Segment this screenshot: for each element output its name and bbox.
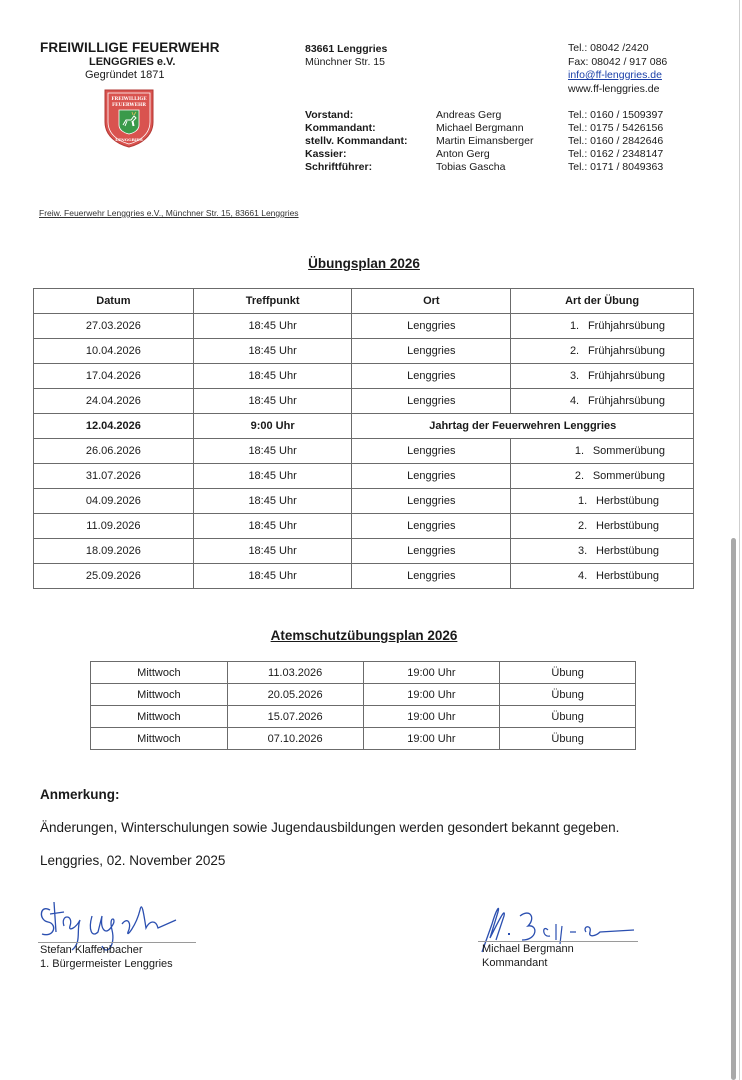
org-name: FREIWILLIGE FEUERWEHR bbox=[40, 40, 220, 55]
board-name: Michael Bergmann bbox=[436, 122, 524, 134]
cell-day: Mittwoch bbox=[91, 662, 228, 684]
board-tel: Tel.: 0160 / 1509397 bbox=[568, 109, 664, 121]
svg-text:FREIWILLIGE: FREIWILLIGE bbox=[111, 97, 147, 102]
table-row bbox=[34, 489, 694, 514]
cell-place: Lenggries bbox=[352, 464, 511, 489]
vertical-scrollbar[interactable] bbox=[731, 538, 736, 1080]
table-row bbox=[91, 706, 636, 728]
svg-text:LENGGRIES: LENGGRIES bbox=[115, 137, 143, 142]
contact-tel: Tel.: 08042 /2420 bbox=[568, 42, 649, 54]
fire-brigade-crest-icon bbox=[103, 88, 155, 148]
cell-type-number: 1. bbox=[569, 320, 580, 332]
cell-date: 25.09.2026 bbox=[34, 564, 194, 589]
cell-date: 27.03.2026 bbox=[34, 314, 194, 339]
board-tel: Tel.: 0162 / 2348147 bbox=[568, 148, 664, 160]
board-row bbox=[305, 109, 663, 122]
cell-type bbox=[511, 364, 694, 389]
contact-block bbox=[568, 42, 667, 96]
column-header-type: Art der Übung bbox=[511, 289, 694, 314]
cell-date: 24.04.2026 bbox=[34, 389, 194, 414]
cell-type-number: 2. bbox=[574, 470, 585, 482]
cell-time: 18:45 Uhr bbox=[193, 489, 352, 514]
cell-time: 19:00 Uhr bbox=[363, 662, 500, 684]
cell-type-number: 3. bbox=[569, 370, 580, 382]
breathing-plan-table bbox=[90, 661, 636, 750]
cell-place: Lenggries bbox=[352, 489, 511, 514]
board-row bbox=[305, 135, 663, 148]
cell-day: Mittwoch bbox=[91, 728, 228, 750]
note-heading: Anmerkung: bbox=[40, 787, 120, 802]
cell-type-label: Herbstübung bbox=[596, 545, 659, 557]
cell-date: 11.09.2026 bbox=[34, 514, 194, 539]
table-row bbox=[34, 464, 694, 489]
cell-type-label: Herbstübung bbox=[596, 495, 659, 507]
cell-type-label: Sommerübung bbox=[592, 445, 665, 457]
signatory-commander bbox=[482, 942, 574, 970]
table-row bbox=[34, 514, 694, 539]
cell-type-number: 3. bbox=[578, 545, 588, 557]
board-tel: Tel.: 0175 / 5426156 bbox=[568, 122, 664, 134]
cell-place: Lenggries bbox=[352, 514, 511, 539]
table-row bbox=[91, 662, 636, 684]
cell-place: Lenggries bbox=[352, 539, 511, 564]
cell-type-label: Herbstübung bbox=[596, 520, 659, 532]
cell-type bbox=[511, 489, 694, 514]
cell-place: Lenggries bbox=[352, 439, 511, 464]
cell-date: 15.07.2026 bbox=[227, 706, 363, 728]
cell-time: 18:45 Uhr bbox=[193, 464, 352, 489]
note-text: Änderungen, Winterschulungen sowie Jugendausbildungen werden gesondert bekannt gegeben. bbox=[40, 820, 620, 835]
table-header-row bbox=[34, 289, 694, 314]
table-row bbox=[34, 439, 694, 464]
page-edge bbox=[739, 0, 740, 1080]
address-city: 83661 Lenggries bbox=[305, 43, 388, 55]
cell-type-number: 2. bbox=[578, 520, 588, 532]
cell-type bbox=[511, 564, 694, 589]
table-row bbox=[34, 339, 694, 364]
cell-type-number: 1. bbox=[574, 445, 585, 457]
cell-type bbox=[511, 514, 694, 539]
cell-place: Lenggries bbox=[352, 364, 511, 389]
table-row bbox=[91, 684, 636, 706]
cell-date: 12.04.2026 bbox=[34, 414, 194, 439]
cell-event: Jahrtag der Feuerwehren Lenggries bbox=[352, 414, 694, 439]
cell-type-number: 4. bbox=[569, 395, 580, 407]
cell-time: 18:45 Uhr bbox=[193, 514, 352, 539]
cell-place: Lenggries bbox=[352, 314, 511, 339]
cell-time: 19:00 Uhr bbox=[363, 684, 500, 706]
cell-type-label: Frühjahrsübung bbox=[587, 395, 665, 407]
board-list bbox=[305, 109, 663, 174]
cell-type-label: Frühjahrsübung bbox=[587, 345, 665, 357]
cell-date: 18.09.2026 bbox=[34, 539, 194, 564]
cell-time: 18:45 Uhr bbox=[193, 339, 352, 364]
column-header-date: Datum bbox=[34, 289, 194, 314]
board-role: stellv. Kommandant: bbox=[305, 135, 408, 147]
column-header-place: Ort bbox=[352, 289, 511, 314]
cell-type-label: Herbstübung bbox=[596, 570, 659, 582]
cell-date: 07.10.2026 bbox=[227, 728, 363, 750]
address-street: Münchner Str. 15 bbox=[305, 56, 385, 68]
contact-web: www.ff-lenggries.de bbox=[568, 82, 660, 95]
cell-date: 11.03.2026 bbox=[227, 662, 363, 684]
cell-date: 17.04.2026 bbox=[34, 364, 194, 389]
cell-type bbox=[511, 539, 694, 564]
board-name: Tobias Gascha bbox=[436, 161, 506, 173]
cell-time: 19:00 Uhr bbox=[363, 728, 500, 750]
signatory-mayor bbox=[40, 943, 173, 971]
cell-time: 18:45 Uhr bbox=[193, 564, 352, 589]
cell-date: 04.09.2026 bbox=[34, 489, 194, 514]
cell-date: 26.06.2026 bbox=[34, 439, 194, 464]
table-row bbox=[34, 314, 694, 339]
contact-email-link[interactable]: info@ff-lenggries.de bbox=[568, 69, 662, 81]
org-subtitle: LENGGRIES e.V. bbox=[89, 56, 176, 68]
org-founded: Gegründet 1871 bbox=[85, 69, 165, 81]
board-name: Andreas Gerg bbox=[436, 109, 502, 121]
svg-text:FEUERWEHR: FEUERWEHR bbox=[111, 103, 147, 108]
board-tel: Tel.: 0160 / 2842646 bbox=[568, 135, 664, 147]
board-row bbox=[305, 148, 663, 161]
cell-type-label: Frühjahrsübung bbox=[587, 370, 665, 382]
board-role: Kommandant: bbox=[305, 122, 376, 134]
sender-address-line: Freiw. Feuerwehr Lenggries e.V., Münchner Str. 15, 83661 Lenggries bbox=[39, 208, 299, 218]
cell-date: 31.07.2026 bbox=[34, 464, 194, 489]
cell-place: Lenggries bbox=[352, 564, 511, 589]
cell-type: Übung bbox=[500, 728, 636, 750]
cell-type bbox=[511, 439, 694, 464]
plan-title: Übungsplan 2026 bbox=[308, 256, 420, 271]
cell-type bbox=[511, 314, 694, 339]
signatory-title: Kommandant bbox=[482, 957, 548, 969]
signatory-title: 1. Bürgermeister Lenggries bbox=[40, 958, 173, 970]
signatory-name: Michael Bergmann bbox=[482, 943, 574, 955]
cell-day: Mittwoch bbox=[91, 684, 228, 706]
cell-type-label: Sommerübung bbox=[592, 470, 665, 482]
board-tel: Tel.: 0171 / 8049363 bbox=[568, 161, 664, 173]
cell-type-number: 4. bbox=[578, 570, 588, 582]
cell-time: 18:45 Uhr bbox=[193, 364, 352, 389]
column-header-meeting: Treffpunkt bbox=[193, 289, 352, 314]
signatory-name: Stefan Klaffenbacher bbox=[40, 944, 143, 956]
cell-time: 19:00 Uhr bbox=[363, 706, 500, 728]
board-role: Vorstand: bbox=[305, 109, 354, 121]
cell-place: Lenggries bbox=[352, 339, 511, 364]
cell-type bbox=[511, 389, 694, 414]
board-name: Anton Gerg bbox=[436, 148, 490, 160]
place-date: Lenggries, 02. November 2025 bbox=[40, 853, 226, 868]
board-row bbox=[305, 161, 663, 174]
board-role: Kassier: bbox=[305, 148, 347, 160]
cell-time: 18:45 Uhr bbox=[193, 389, 352, 414]
cell-type-number: 1. bbox=[578, 495, 588, 507]
cell-type bbox=[511, 464, 694, 489]
cell-date: 20.05.2026 bbox=[227, 684, 363, 706]
cell-type-number: 2. bbox=[569, 345, 580, 357]
table-row bbox=[91, 728, 636, 750]
contact-fax: Fax: 08042 / 917 086 bbox=[568, 55, 668, 68]
cell-time: 18:45 Uhr bbox=[193, 439, 352, 464]
board-name: Martin Eimansberger bbox=[436, 135, 534, 147]
board-role: Schriftführer: bbox=[305, 161, 373, 173]
table-row bbox=[34, 539, 694, 564]
board-row bbox=[305, 122, 663, 135]
cell-day: Mittwoch bbox=[91, 706, 228, 728]
cell-time: 18:45 Uhr bbox=[193, 539, 352, 564]
table-row bbox=[34, 364, 694, 389]
table-row bbox=[34, 564, 694, 589]
breathing-plan-title: Atemschutzübungsplan 2026 bbox=[270, 628, 458, 643]
cell-type bbox=[511, 339, 694, 364]
cell-time: 9:00 Uhr bbox=[193, 414, 352, 439]
cell-type: Übung bbox=[500, 706, 636, 728]
cell-type: Übung bbox=[500, 684, 636, 706]
cell-time: 18:45 Uhr bbox=[193, 314, 352, 339]
training-plan-table bbox=[33, 288, 694, 589]
cell-date: 10.04.2026 bbox=[34, 339, 194, 364]
table-row bbox=[34, 389, 694, 414]
cell-type: Übung bbox=[500, 662, 636, 684]
table-row-special-event bbox=[34, 414, 694, 439]
cell-place: Lenggries bbox=[352, 389, 511, 414]
cell-type-label: Frühjahrsübung bbox=[587, 320, 665, 332]
